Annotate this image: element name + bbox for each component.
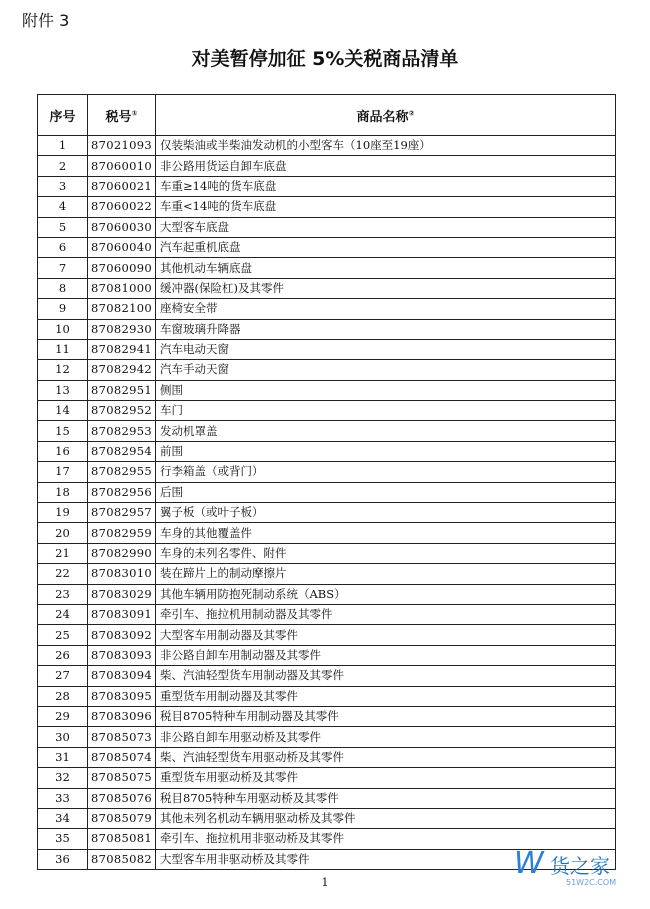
row-seq: 18 — [38, 482, 88, 502]
row-code: 87082951 — [88, 380, 156, 400]
table-row — [38, 319, 616, 339]
row-name: 汽车起重机底盘 — [156, 237, 616, 257]
table-row — [38, 380, 616, 400]
watermark-logo — [506, 838, 646, 900]
row-code: 87060040 — [88, 237, 156, 257]
table-row — [38, 156, 616, 176]
row-code: 87060010 — [88, 156, 156, 176]
table-row — [38, 543, 616, 563]
page-number: 1 — [321, 876, 329, 889]
row-name: 汽车手动天窗 — [156, 360, 616, 380]
row-code: 87083096 — [88, 706, 156, 726]
row-seq: 1 — [38, 136, 88, 156]
row-name: 税目8705特种车用驱动桥及其零件 — [156, 788, 616, 808]
row-seq: 27 — [38, 666, 88, 686]
table-row — [38, 278, 616, 298]
row-name: 其他机动车辆底盘 — [156, 258, 616, 278]
row-code: 87085076 — [88, 788, 156, 808]
row-seq: 19 — [38, 503, 88, 523]
row-code: 87060022 — [88, 197, 156, 217]
tariff-table — [37, 94, 616, 870]
row-name: 行李箱盖（或背门） — [156, 462, 616, 482]
row-seq: 25 — [38, 625, 88, 645]
table-row — [38, 584, 616, 604]
row-seq: 34 — [38, 808, 88, 828]
row-code: 87082955 — [88, 462, 156, 482]
row-code: 87021093 — [88, 136, 156, 156]
row-seq: 22 — [38, 564, 88, 584]
row-seq: 28 — [38, 686, 88, 706]
row-code: 87082959 — [88, 523, 156, 543]
row-name: 汽车电动天窗 — [156, 339, 616, 359]
table-row — [38, 706, 616, 726]
row-code: 87060030 — [88, 217, 156, 237]
row-name: 重型货车用驱动桥及其零件 — [156, 768, 616, 788]
table-row — [38, 503, 616, 523]
row-name: 缓冲器(保险杠)及其零件 — [156, 278, 616, 298]
row-code: 87082930 — [88, 319, 156, 339]
table-row — [38, 421, 616, 441]
table-row — [38, 666, 616, 686]
row-name: 牵引车、拖拉机用制动器及其零件 — [156, 604, 616, 624]
header-seq: 序号 — [38, 95, 88, 136]
row-code: 87082956 — [88, 482, 156, 502]
table-row — [38, 462, 616, 482]
row-seq: 20 — [38, 523, 88, 543]
row-name: 翼子板（或叶子板） — [156, 503, 616, 523]
table-row — [38, 808, 616, 828]
row-code: 87082942 — [88, 360, 156, 380]
table-row — [38, 401, 616, 421]
watermark-brand: 货之家 — [550, 854, 610, 878]
row-seq: 26 — [38, 645, 88, 665]
annex-label: 附件 3 — [22, 11, 70, 30]
row-name: 其他未列名机动车辆用驱动桥及其零件 — [156, 808, 616, 828]
table-header-row — [38, 95, 616, 136]
row-seq: 17 — [38, 462, 88, 482]
row-name: 税目8705特种车用制动器及其零件 — [156, 706, 616, 726]
row-code: 87083093 — [88, 645, 156, 665]
table-row — [38, 176, 616, 196]
row-seq: 13 — [38, 380, 88, 400]
row-name: 大型客车底盘 — [156, 217, 616, 237]
row-code: 87060090 — [88, 258, 156, 278]
table-row — [38, 197, 616, 217]
row-seq: 21 — [38, 543, 88, 563]
row-name: 仅装柴油或半柴油发动机的小型客车（10座至19座） — [156, 136, 616, 156]
row-name: 大型客车用制动器及其零件 — [156, 625, 616, 645]
row-seq: 36 — [38, 849, 88, 869]
row-name: 牵引车、拖拉机用非驱动桥及其零件 — [156, 829, 616, 849]
footnote-mark: ② — [408, 109, 415, 118]
row-seq: 24 — [38, 604, 88, 624]
header-name: 商品名称② — [156, 95, 616, 136]
row-seq: 9 — [38, 299, 88, 319]
row-seq: 2 — [38, 156, 88, 176]
row-code: 87085073 — [88, 727, 156, 747]
header-code: 税号① — [88, 95, 156, 136]
row-name: 非公路自卸车用驱动桥及其零件 — [156, 727, 616, 747]
row-code: 87082953 — [88, 421, 156, 441]
watermark-w-icon: W — [514, 846, 544, 881]
row-seq: 15 — [38, 421, 88, 441]
table-row — [38, 441, 616, 461]
row-name: 侧围 — [156, 380, 616, 400]
row-name: 其他车辆用防抱死制动系统（ABS） — [156, 584, 616, 604]
row-code: 87082100 — [88, 299, 156, 319]
table-row — [38, 136, 616, 156]
row-name: 非公路自卸车用制动器及其零件 — [156, 645, 616, 665]
table-row — [38, 788, 616, 808]
table-row — [38, 625, 616, 645]
row-code: 87085079 — [88, 808, 156, 828]
table-row — [38, 299, 616, 319]
row-code: 87083010 — [88, 564, 156, 584]
row-seq: 35 — [38, 829, 88, 849]
row-seq: 23 — [38, 584, 88, 604]
table-row — [38, 768, 616, 788]
table-row — [38, 604, 616, 624]
row-seq: 29 — [38, 706, 88, 726]
row-name: 装在蹄片上的制动摩擦片 — [156, 564, 616, 584]
row-code: 87083092 — [88, 625, 156, 645]
row-name: 前围 — [156, 441, 616, 461]
table-row — [38, 237, 616, 257]
row-name: 柴、汽油轻型货车用制动器及其零件 — [156, 666, 616, 686]
row-seq: 16 — [38, 441, 88, 461]
row-name: 发动机罩盖 — [156, 421, 616, 441]
table-row — [38, 217, 616, 237]
table-row — [38, 564, 616, 584]
row-seq: 6 — [38, 237, 88, 257]
row-code: 87085075 — [88, 768, 156, 788]
table-row — [38, 482, 616, 502]
row-seq: 31 — [38, 747, 88, 767]
row-seq: 12 — [38, 360, 88, 380]
row-seq: 11 — [38, 339, 88, 359]
row-code: 87060021 — [88, 176, 156, 196]
row-seq: 32 — [38, 768, 88, 788]
row-name: 柴、汽油轻型货车用驱动桥及其零件 — [156, 747, 616, 767]
table-row — [38, 360, 616, 380]
row-seq: 7 — [38, 258, 88, 278]
row-seq: 10 — [38, 319, 88, 339]
row-code: 87085082 — [88, 849, 156, 869]
row-code: 87082952 — [88, 401, 156, 421]
table-row — [38, 747, 616, 767]
row-name: 车重<14吨的货车底盘 — [156, 197, 616, 217]
table-row — [38, 258, 616, 278]
table-row — [38, 523, 616, 543]
row-name: 后围 — [156, 482, 616, 502]
row-code: 87082941 — [88, 339, 156, 359]
row-seq: 30 — [38, 727, 88, 747]
row-code: 87083094 — [88, 666, 156, 686]
table-row — [38, 645, 616, 665]
row-code: 87085074 — [88, 747, 156, 767]
row-code: 87082957 — [88, 503, 156, 523]
row-code: 87083091 — [88, 604, 156, 624]
row-name: 非公路用货运自卸车底盘 — [156, 156, 616, 176]
row-name: 车重≥14吨的货车底盘 — [156, 176, 616, 196]
row-name: 车门 — [156, 401, 616, 421]
table-row — [38, 727, 616, 747]
row-seq: 5 — [38, 217, 88, 237]
row-code: 87085081 — [88, 829, 156, 849]
page-title: 对美暂停加征 5%关税商品清单 — [191, 48, 459, 70]
row-name: 车身的其他覆盖件 — [156, 523, 616, 543]
row-code: 87081000 — [88, 278, 156, 298]
row-seq: 33 — [38, 788, 88, 808]
table-row — [38, 686, 616, 706]
row-code: 87083095 — [88, 686, 156, 706]
row-name: 大型客车用非驱动桥及其零件 — [156, 849, 616, 869]
table-row — [38, 339, 616, 359]
row-name: 车身的未列名零件、附件 — [156, 543, 616, 563]
row-seq: 4 — [38, 197, 88, 217]
row-code: 87082990 — [88, 543, 156, 563]
row-name: 座椅安全带 — [156, 299, 616, 319]
row-seq: 3 — [38, 176, 88, 196]
row-code: 87082954 — [88, 441, 156, 461]
row-code: 87083029 — [88, 584, 156, 604]
row-name: 重型货车用制动器及其零件 — [156, 686, 616, 706]
row-name: 车窗玻璃升降器 — [156, 319, 616, 339]
row-seq: 14 — [38, 401, 88, 421]
footnote-mark: ① — [131, 109, 138, 118]
row-seq: 8 — [38, 278, 88, 298]
watermark-url: 51W2C.COM — [566, 878, 617, 887]
